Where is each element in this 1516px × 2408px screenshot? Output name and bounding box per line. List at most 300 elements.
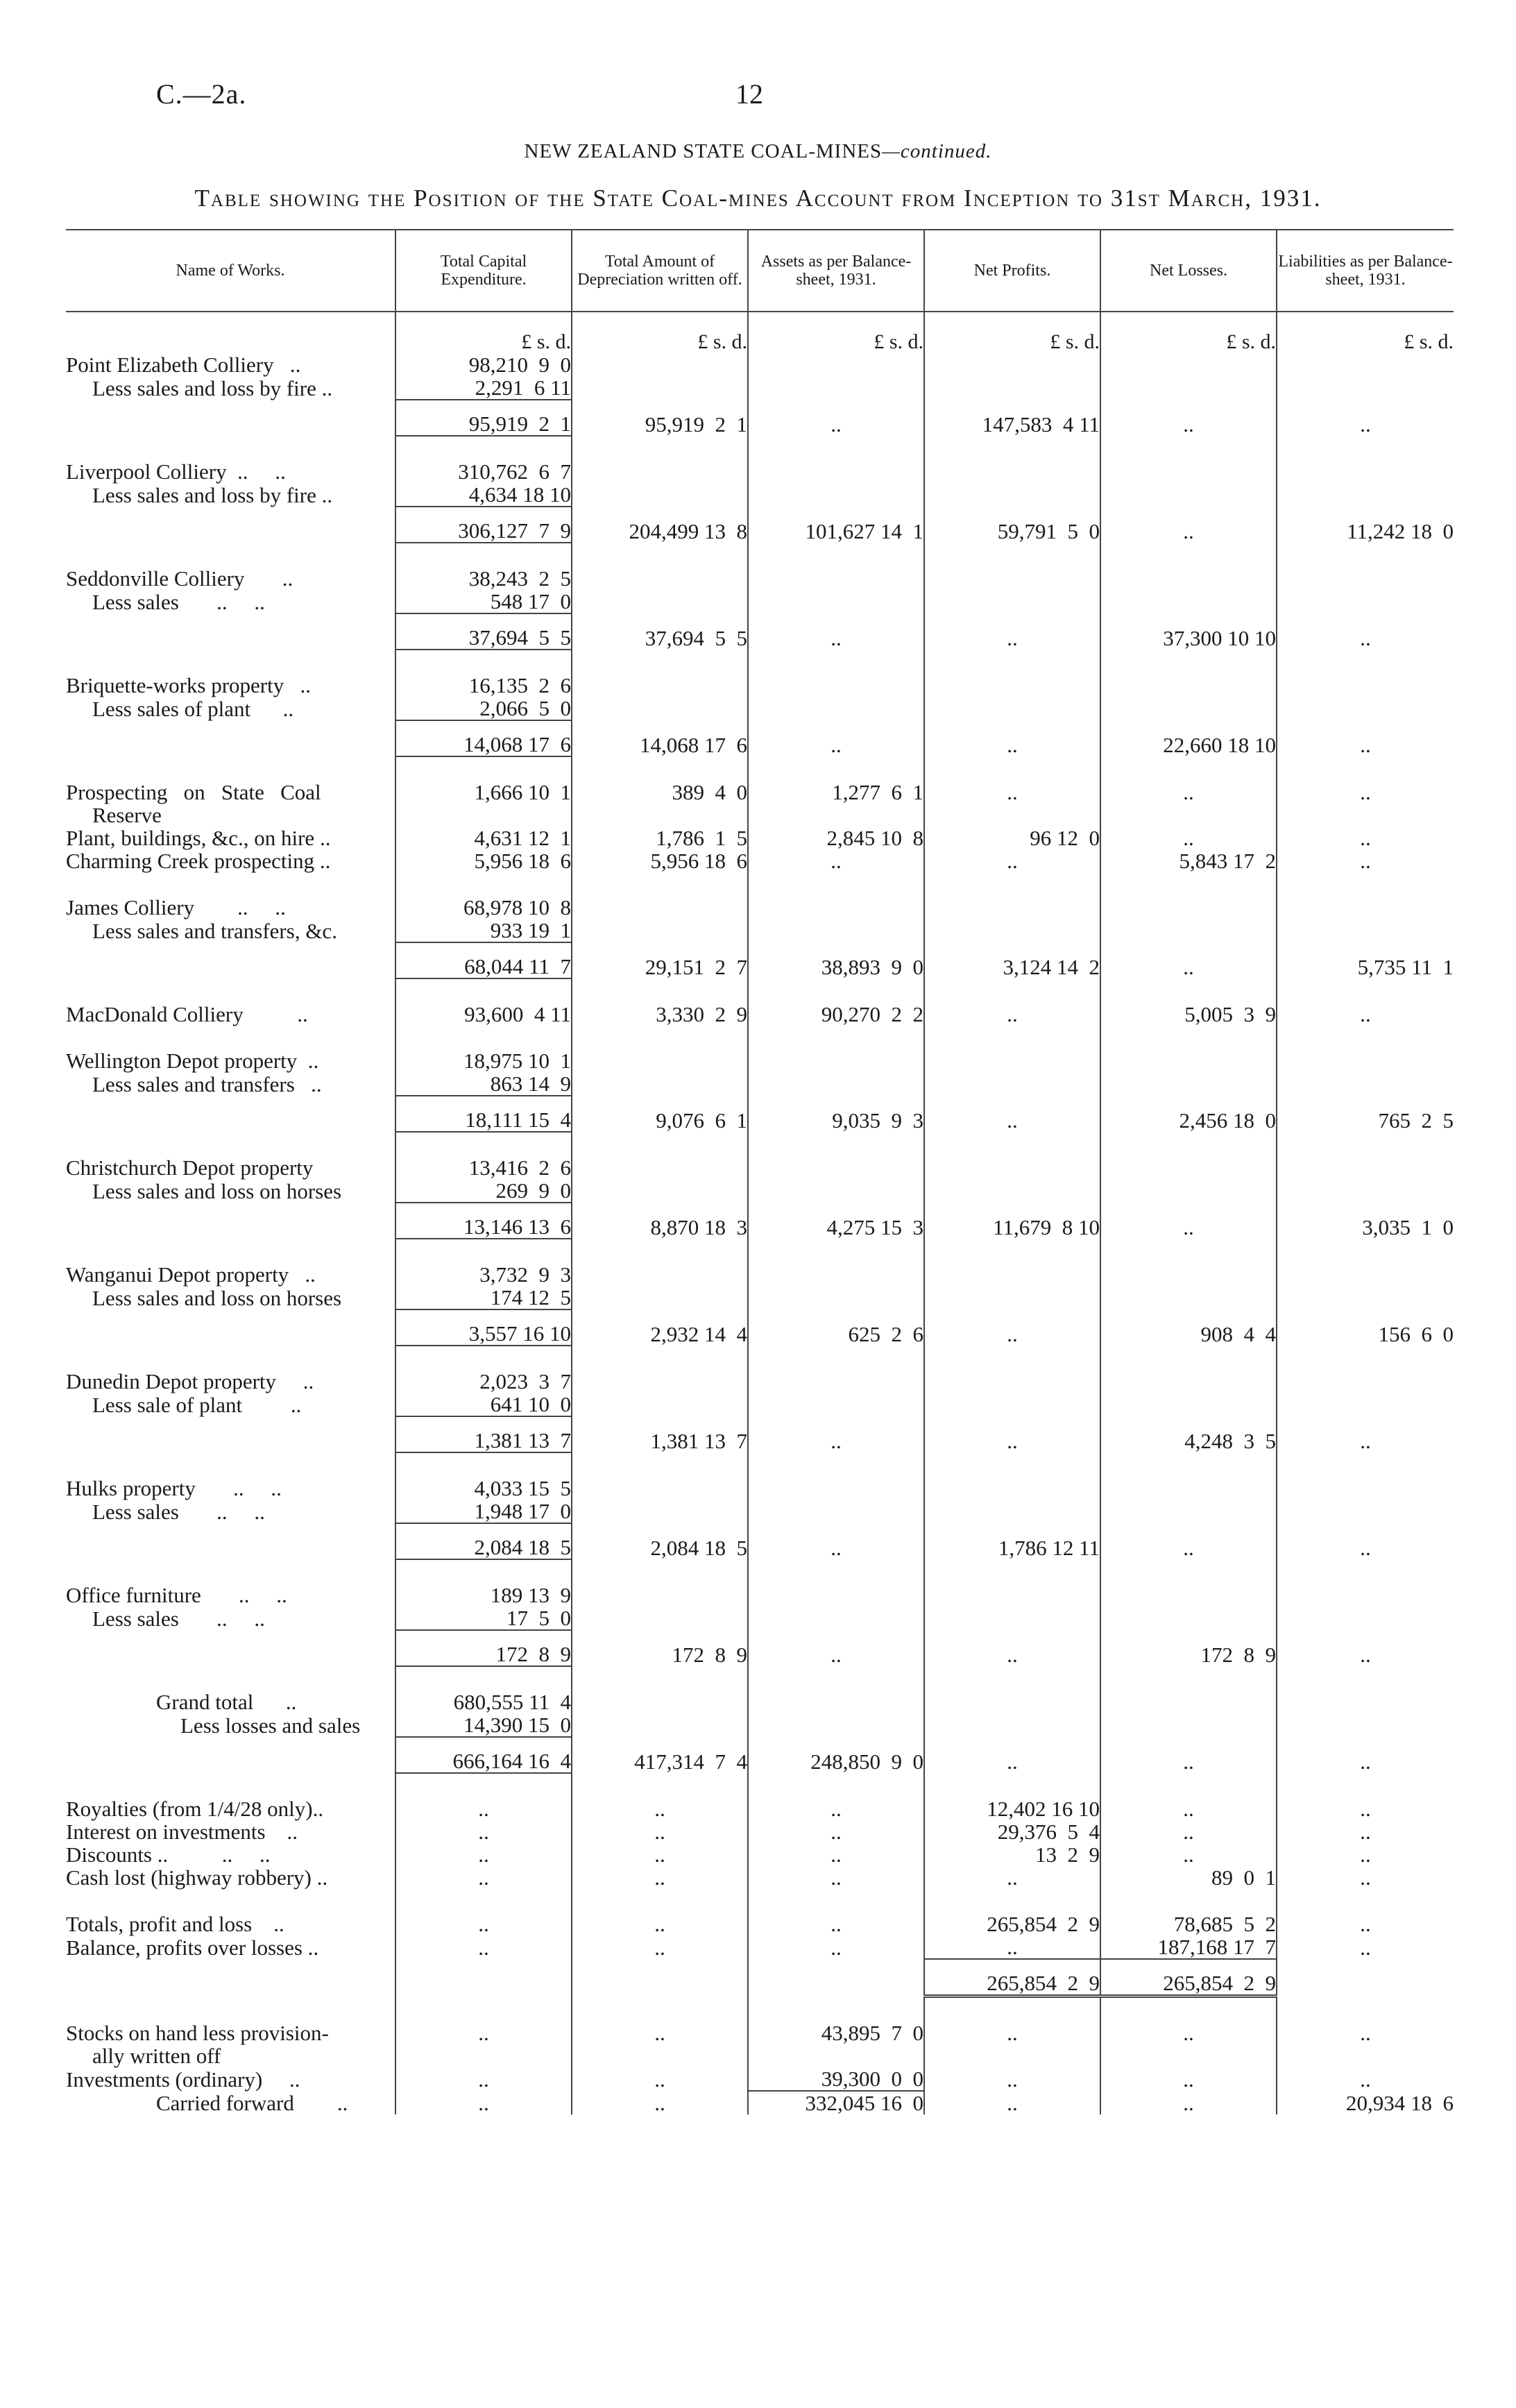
value-cell: ..: [924, 2091, 1100, 2114]
row-label: Less sale of plant ..: [92, 1393, 302, 1417]
value-cell: [748, 1263, 924, 1286]
row-label: [66, 1630, 395, 1666]
value-cell: 22,660 18 10: [1100, 720, 1277, 756]
spacer-cell: [748, 1239, 924, 1263]
value-cell: [1277, 2044, 1454, 2067]
subtotal-row: [66, 1523, 1454, 1559]
value-cell: 4,033 15 5: [395, 1477, 572, 1500]
value-cell: ..: [1277, 1843, 1454, 1866]
value-cell: 14,068 17 6: [395, 720, 572, 756]
value-cell: 3,035 1 0: [1277, 1203, 1454, 1239]
table-row: [66, 1866, 1454, 1889]
value-cell: ..: [924, 1866, 1100, 1889]
spacer-row: [66, 1026, 1454, 1049]
value-cell: [924, 2044, 1100, 2067]
spacer-cell: [1100, 543, 1277, 567]
spacer-cell: [66, 1452, 395, 1477]
value-cell: [1100, 697, 1277, 720]
spacer-cell: [66, 1889, 395, 1913]
value-cell: 37,694 5 5: [395, 613, 572, 650]
value-cell: 5,956 18 6: [395, 849, 572, 872]
value-cell: ..: [1277, 1416, 1454, 1452]
value-cell: [572, 1393, 748, 1416]
value-cell: [748, 567, 924, 590]
value-cell: 389 4 0: [572, 781, 748, 804]
value-cell: ..: [1277, 1913, 1454, 1935]
value-cell: ..: [395, 1935, 572, 1959]
spacer-cell: [1100, 436, 1277, 460]
value-cell: [1100, 2044, 1277, 2067]
table-row: [66, 1913, 1454, 1935]
table-row: [66, 1049, 1454, 1072]
value-cell: 908 4 4: [1100, 1309, 1277, 1346]
table-row: [66, 1606, 1454, 1630]
row-label: Reserve: [92, 803, 162, 827]
subtotal-row: [66, 507, 1454, 543]
row-label: [66, 1959, 395, 1996]
units-row: [66, 312, 1454, 353]
spacer-cell: [924, 1452, 1100, 1477]
value-cell: ..: [924, 1630, 1100, 1666]
spacer-cell: [572, 1132, 748, 1156]
spacer-row: [66, 1889, 1454, 1913]
value-cell: ..: [395, 2067, 572, 2091]
row-label: Dunedin Depot property ..: [66, 1369, 314, 1393]
value-cell: 174 12 5: [395, 1286, 572, 1309]
spacer-cell: [395, 1346, 572, 1370]
value-cell: 248,850 9 0: [748, 1737, 924, 1773]
value-cell: [748, 1393, 924, 1416]
value-cell: [924, 1286, 1100, 1309]
value-cell: ..: [924, 1935, 1100, 1959]
table-row: [66, 1477, 1454, 1500]
value-cell: 332,045 16 0: [748, 2091, 924, 2114]
spacer-cell: [1277, 872, 1454, 896]
row-label: Christchurch Depot property: [66, 1155, 314, 1180]
value-cell: 625 2 6: [748, 1309, 924, 1346]
value-cell: ..: [1277, 2067, 1454, 2091]
spacer-cell: [1277, 978, 1454, 1003]
row-label: [66, 1737, 395, 1773]
value-cell: 4,631 12 1: [395, 826, 572, 849]
value-cell: [1100, 590, 1277, 613]
value-cell: 1,786 1 5: [572, 826, 748, 849]
value-cell: [1100, 483, 1277, 507]
value-cell: ..: [924, 1003, 1100, 1026]
value-cell: [748, 2044, 924, 2067]
subtotal-row: [66, 942, 1454, 978]
spacer-cell: [748, 1773, 924, 1797]
value-cell: 2,066 5 0: [395, 697, 572, 720]
row-label: [66, 942, 395, 978]
value-cell: [1100, 674, 1277, 697]
value-cell: [572, 919, 748, 942]
value-cell: [924, 1370, 1100, 1393]
value-cell: [1277, 376, 1454, 400]
unit-cell: £ s. d.: [1277, 312, 1454, 353]
value-cell: [924, 1179, 1100, 1203]
spacer-cell: [1277, 1026, 1454, 1049]
spacer-cell: [1277, 1346, 1454, 1370]
value-cell: 59,791 5 0: [924, 507, 1100, 543]
spacer-cell: [748, 978, 924, 1003]
col-header-net-profits: Net Profits.: [924, 230, 1100, 312]
value-cell: ..: [572, 1820, 748, 1843]
spacer-cell: [924, 1773, 1100, 1797]
spacer-cell: [748, 1452, 924, 1477]
spacer-row: [66, 1773, 1454, 1797]
spacer-cell: [395, 436, 572, 460]
value-cell: [572, 896, 748, 919]
table-row: [66, 353, 1454, 376]
value-cell: [924, 590, 1100, 613]
value-cell: [924, 1606, 1100, 1630]
spacer-cell: [572, 1026, 748, 1049]
spacer-cell: [66, 1559, 395, 1584]
table-row: [66, 1820, 1454, 1843]
spacer-cell: [572, 543, 748, 567]
spacer-cell: [924, 1889, 1100, 1913]
value-cell: ..: [1277, 1003, 1454, 1026]
row-label: Less losses and sales: [180, 1713, 361, 1738]
spacer-cell: [748, 650, 924, 674]
spacer-cell: [748, 872, 924, 896]
spacer-row: [66, 1346, 1454, 1370]
value-cell: ..: [1100, 507, 1277, 543]
value-cell: [1100, 1179, 1277, 1203]
value-cell: [748, 1713, 924, 1737]
value-cell: ..: [1277, 781, 1454, 804]
value-cell: [1100, 1500, 1277, 1523]
value-cell: [572, 1606, 748, 1630]
value-cell: 11,242 18 0: [1277, 507, 1454, 543]
value-cell: 187,168 17 7: [1100, 1935, 1277, 1959]
spacer-cell: [924, 1346, 1100, 1370]
value-cell: ..: [748, 1913, 924, 1935]
spacer-cell: [1100, 1132, 1277, 1156]
row-label: Less sales .. ..: [92, 1500, 265, 1524]
row-label: [66, 1309, 395, 1346]
subtotal-row: [66, 1096, 1454, 1132]
value-cell: 93,600 4 11: [395, 1003, 572, 1026]
value-cell: [748, 1370, 924, 1393]
value-cell: 5,735 11 1: [1277, 942, 1454, 978]
value-cell: [924, 1690, 1100, 1713]
spacer-cell: [1100, 1346, 1277, 1370]
value-cell: [572, 1072, 748, 1096]
value-cell: [1100, 567, 1277, 590]
spacer-cell: [1100, 1996, 1277, 2022]
spacer-cell: [66, 978, 395, 1003]
value-cell: ..: [1100, 781, 1277, 804]
value-cell: [1277, 1286, 1454, 1309]
spacer-cell: [66, 872, 395, 896]
value-cell: [748, 376, 924, 400]
value-cell: [1277, 1606, 1454, 1630]
value-cell: ..: [748, 1523, 924, 1559]
value-cell: [748, 804, 924, 826]
table-row: [66, 1156, 1454, 1179]
value-cell: [1277, 919, 1454, 942]
value-cell: [748, 1072, 924, 1096]
value-cell: [1277, 1263, 1454, 1286]
value-cell: [1100, 1713, 1277, 1737]
value-cell: ..: [1277, 849, 1454, 872]
value-cell: 9,035 9 3: [748, 1096, 924, 1132]
value-cell: 2,291 6 11: [395, 376, 572, 400]
value-cell: [1100, 1263, 1277, 1286]
spacer-cell: [572, 1996, 748, 2022]
value-cell: 548 17 0: [395, 590, 572, 613]
table-row: [66, 460, 1454, 483]
spacer-cell: [66, 1346, 395, 1370]
value-cell: 18,111 15 4: [395, 1096, 572, 1132]
spacer-cell: [572, 1559, 748, 1584]
table-row: [66, 1179, 1454, 1203]
row-label: Less sales and loss on horses: [92, 1286, 342, 1310]
row-label: Stocks on hand less provision-: [66, 2021, 329, 2045]
value-cell: 1,277 6 1: [748, 781, 924, 804]
spacer-cell: [572, 436, 748, 460]
value-cell: 172 8 9: [1100, 1630, 1277, 1666]
spacer-cell: [395, 1773, 572, 1797]
value-cell: 11,679 8 10: [924, 1203, 1100, 1239]
col-header-net-losses: Net Losses.: [1100, 230, 1277, 312]
spacer-cell: [924, 1996, 1100, 2022]
value-cell: [1100, 1393, 1277, 1416]
row-label: [66, 507, 395, 543]
subtotal-row: [66, 400, 1454, 436]
table-row: [66, 376, 1454, 400]
value-cell: [924, 674, 1100, 697]
row-label: Briquette-works property ..: [66, 673, 311, 697]
spacer-cell: [395, 1026, 572, 1049]
value-cell: 90,270 2 2: [748, 1003, 924, 1026]
title-suffix: —continued.: [882, 140, 992, 162]
row-label: Less sales and transfers ..: [92, 1072, 322, 1096]
value-cell: [572, 697, 748, 720]
value-cell: ..: [748, 613, 924, 650]
value-cell: [1100, 1286, 1277, 1309]
spacer-cell: [924, 650, 1100, 674]
spacer-cell: [66, 1996, 395, 2022]
spacer-cell: [572, 1346, 748, 1370]
spacer-cell: [1277, 1239, 1454, 1263]
spacer-cell: [395, 1996, 572, 2022]
value-cell: 265,854 2 9: [1100, 1959, 1277, 1996]
value-cell: 89 0 1: [1100, 1866, 1277, 1889]
spacer-cell: [395, 978, 572, 1003]
value-cell: ..: [1100, 1820, 1277, 1843]
value-cell: 2,023 3 7: [395, 1370, 572, 1393]
value-cell: ..: [572, 2091, 748, 2114]
value-cell: 14,390 15 0: [395, 1713, 572, 1737]
spacer-cell: [395, 1666, 572, 1690]
value-cell: [924, 1049, 1100, 1072]
spacer-cell: [572, 1666, 748, 1690]
value-cell: 38,893 9 0: [748, 942, 924, 978]
unit-cell: £ s. d.: [1100, 312, 1277, 353]
value-cell: 37,300 10 10: [1100, 613, 1277, 650]
value-cell: [748, 1959, 924, 1996]
value-cell: 306,127 7 9: [395, 507, 572, 543]
value-cell: [924, 460, 1100, 483]
value-cell: 4,275 15 3: [748, 1203, 924, 1239]
value-cell: 2,845 10 8: [748, 826, 924, 849]
spacer-cell: [748, 756, 924, 781]
row-label: Less sales of plant ..: [92, 697, 294, 721]
subtotal-row: [66, 1416, 1454, 1452]
value-cell: 3,330 2 9: [572, 1003, 748, 1026]
value-cell: [924, 1713, 1100, 1737]
table-row: [66, 826, 1454, 849]
value-cell: 68,044 11 7: [395, 942, 572, 978]
table-row: [66, 483, 1454, 507]
col-header-capital: Total Capital Expenditure.: [395, 230, 572, 312]
value-cell: 2,932 14 4: [572, 1309, 748, 1346]
row-label: Less sales and loss by fire ..: [92, 483, 333, 507]
value-cell: ..: [748, 1935, 924, 1959]
value-cell: [924, 1156, 1100, 1179]
spacer-cell: [924, 1239, 1100, 1263]
value-cell: [1277, 1959, 1454, 1996]
spacer-row: [66, 1132, 1454, 1156]
value-cell: [1100, 1690, 1277, 1713]
row-label: Less sales .. ..: [92, 1606, 265, 1631]
value-cell: [924, 1584, 1100, 1606]
value-cell: 269 9 0: [395, 1179, 572, 1203]
value-cell: [1277, 1584, 1454, 1606]
value-cell: [748, 1049, 924, 1072]
spacer-row: [66, 436, 1454, 460]
value-cell: ..: [395, 1820, 572, 1843]
value-cell: 1,381 13 7: [572, 1416, 748, 1452]
value-cell: ..: [924, 2067, 1100, 2091]
spacer-cell: [748, 1559, 924, 1584]
value-cell: [748, 674, 924, 697]
value-cell: 95,919 2 1: [395, 400, 572, 436]
value-cell: [572, 1500, 748, 1523]
spacer-cell: [1100, 1239, 1277, 1263]
value-cell: [1277, 1500, 1454, 1523]
spacer-cell: [395, 756, 572, 781]
table-row: [66, 1500, 1454, 1523]
value-cell: 3,557 16 10: [395, 1309, 572, 1346]
value-cell: [572, 1477, 748, 1500]
spacer-cell: [66, 1026, 395, 1049]
value-cell: 4,248 3 5: [1100, 1416, 1277, 1452]
value-cell: 3,124 14 2: [924, 942, 1100, 978]
value-cell: 37,694 5 5: [572, 613, 748, 650]
spacer-cell: [924, 872, 1100, 896]
value-cell: 2,456 18 0: [1100, 1096, 1277, 1132]
spacer-cell: [1277, 1666, 1454, 1690]
value-cell: [748, 353, 924, 376]
value-cell: [1100, 896, 1277, 919]
table-row: [66, 697, 1454, 720]
value-cell: 765 2 5: [1277, 1096, 1454, 1132]
col-header-liabilities: Liabilities as per Balance-sheet, 1931.: [1277, 230, 1454, 312]
spacer-cell: [395, 872, 572, 896]
value-cell: ..: [1100, 942, 1277, 978]
table-body: [66, 312, 1454, 2114]
value-cell: ..: [1100, 2091, 1277, 2114]
value-cell: [1277, 460, 1454, 483]
value-cell: [395, 804, 572, 826]
value-cell: [1100, 804, 1277, 826]
table-row: [66, 896, 1454, 919]
table-row: [66, 1003, 1454, 1026]
value-cell: [924, 804, 1100, 826]
value-cell: ..: [924, 1416, 1100, 1452]
value-cell: [1277, 590, 1454, 613]
value-cell: ..: [1277, 1866, 1454, 1889]
subtotal-row: [66, 1737, 1454, 1773]
value-cell: [924, 919, 1100, 942]
value-cell: [1100, 1584, 1277, 1606]
value-cell: [572, 1713, 748, 1737]
value-cell: ..: [395, 1843, 572, 1866]
table-row: [66, 804, 1454, 826]
row-label: Discounts .. .. ..: [66, 1842, 271, 1867]
value-cell: [748, 1606, 924, 1630]
value-cell: [1100, 376, 1277, 400]
table-row: [66, 1072, 1454, 1096]
value-cell: [1277, 1370, 1454, 1393]
value-cell: 310,762 6 7: [395, 460, 572, 483]
value-cell: 417,314 7 4: [572, 1737, 748, 1773]
value-cell: ..: [924, 720, 1100, 756]
value-cell: [748, 1500, 924, 1523]
table-row: [66, 674, 1454, 697]
value-cell: ..: [748, 1820, 924, 1843]
table-caption: Table showing the Position of the State Coal-mines Account from Inception to 31st March, 1931.: [194, 185, 1322, 212]
spacer-cell: [924, 1026, 1100, 1049]
value-cell: ..: [748, 1843, 924, 1866]
spacer-cell: [66, 1132, 395, 1156]
table-row: [66, 1713, 1454, 1737]
value-cell: ..: [924, 1737, 1100, 1773]
spacer-cell: [1100, 1773, 1277, 1797]
value-cell: ..: [1277, 1820, 1454, 1843]
value-cell: [1100, 919, 1277, 942]
value-cell: [395, 1959, 572, 1996]
value-cell: [748, 483, 924, 507]
value-cell: [1100, 1072, 1277, 1096]
value-cell: [1277, 1690, 1454, 1713]
value-cell: 16,135 2 6: [395, 674, 572, 697]
value-cell: [572, 804, 748, 826]
value-cell: [924, 483, 1100, 507]
value-cell: ..: [395, 1866, 572, 1889]
spacer-row: [66, 1559, 1454, 1584]
row-label: ally written off: [92, 2044, 221, 2068]
value-cell: 9,076 6 1: [572, 1096, 748, 1132]
spacer-row: [66, 872, 1454, 896]
spacer-cell: [395, 1132, 572, 1156]
value-cell: 29,376 5 4: [924, 1820, 1100, 1843]
spacer-row: [66, 1996, 1454, 2022]
spacer-cell: [66, 543, 395, 567]
value-cell: [924, 567, 1100, 590]
spacer-cell: [924, 436, 1100, 460]
value-cell: 189 13 9: [395, 1584, 572, 1606]
value-cell: ..: [924, 613, 1100, 650]
table-row: [66, 1393, 1454, 1416]
table-row: [66, 919, 1454, 942]
value-cell: 4,634 18 10: [395, 483, 572, 507]
value-cell: ..: [1100, 2067, 1277, 2091]
